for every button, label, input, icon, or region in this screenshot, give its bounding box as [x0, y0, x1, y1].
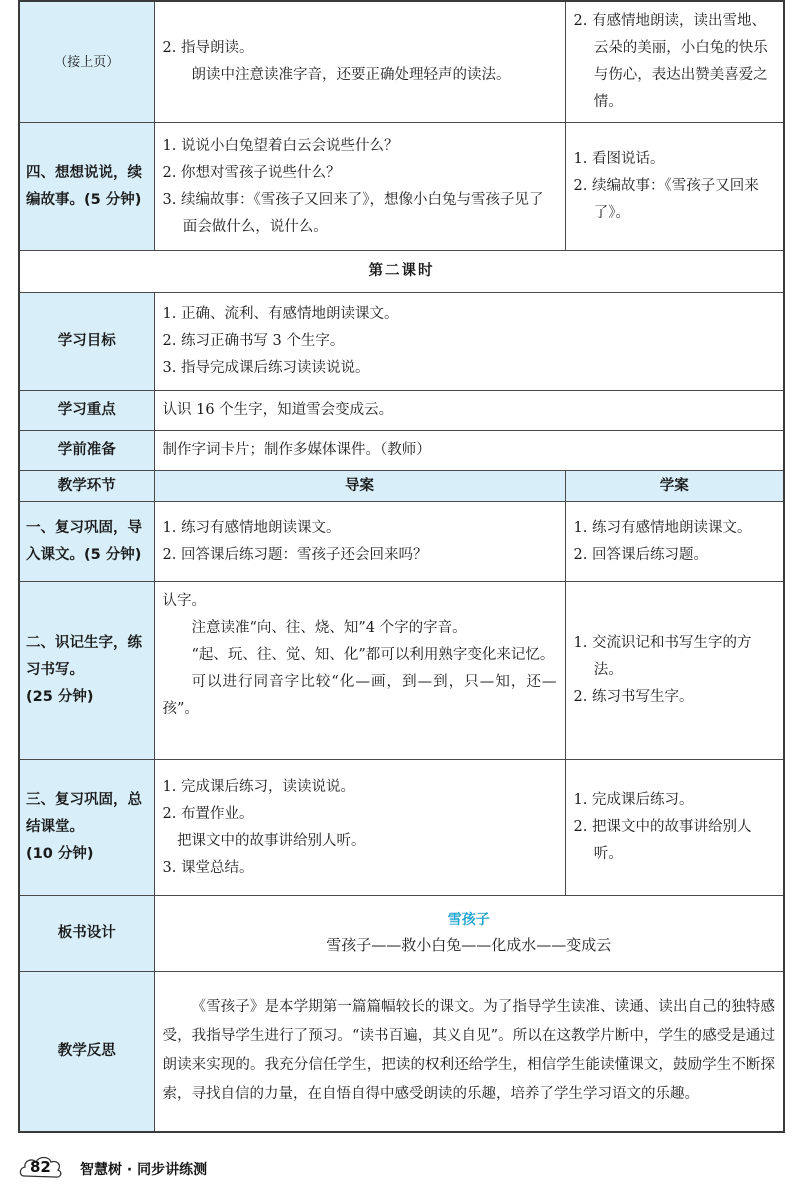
prep-text: 制作字词卡片；制作多媒体课件。（教师）: [154, 431, 784, 471]
step4-guide-item: 1. 说说小白兔望着白云会说些什么？: [162, 137, 399, 154]
header-guide: 导案: [154, 471, 565, 502]
goal-item: 3. 指导完成课后练习读读说说。: [162, 360, 370, 376]
step3-study-item: 1. 完成课后练习。: [573, 792, 694, 808]
header-study: 学案: [565, 471, 784, 502]
step3-time: (10 分钟): [26, 846, 94, 862]
continued-row: [19, 1, 784, 123]
step2-guide-lead: 认字。: [162, 593, 206, 609]
step3-study-cell: [565, 760, 784, 896]
step2-study-item: 1. 交流识记和书写生字的方法。: [573, 635, 752, 678]
focus-text: 认识 16 个生字，知道雪会变成云。: [154, 391, 784, 431]
board-label: 板书设计: [19, 896, 154, 972]
section-row: [19, 251, 784, 293]
book-brand: 智慧树 · 同步讲练测: [80, 1162, 208, 1178]
continued-label: （接上页）: [19, 1, 154, 123]
step2-guide-p3: 可以进行同音字比较“化—画，到—到，只—知，还—孩”。: [162, 674, 557, 717]
continued-study-item: 2. 有感情地朗读，读出雪地、云朵的美丽，小白兔的快乐与伤心，表达出赞美喜爱之情。: [573, 13, 768, 110]
step4-study-item: 2. 续编故事：《雪孩子又回来了》。: [573, 178, 759, 221]
step1-study-item: 2. 回答课后练习题。: [573, 546, 708, 563]
step1-guide-item: 2. 回答课后练习题：雪孩子还会回来吗？: [162, 546, 428, 563]
step3-label-cell: [19, 760, 154, 896]
focus-row: [19, 391, 784, 431]
step3-guide-item: 1. 完成课后练习，读读说说。: [162, 778, 355, 795]
prep-label: 学前准备: [19, 431, 154, 471]
reflection-text: 《雪孩子》是本学期第一篇篇幅较长的课文。为了指导学生读准、读通、读出自己的独特感受，我指导学生进行了预习。“读书百遍，其义自见”。所以在这教学片断中，学生的感受是通过朗读来实现的。我充分信任学生，把读的权利还给学生，相信学生能读懂课文，鼓励学生不断探索，寻找自信的力量，在自悟自得中感受朗读的乐趣，培养了学生学习语文的乐趣。: [162, 999, 775, 1103]
step3-guide-cell: [154, 760, 565, 896]
step1-row: [19, 502, 784, 582]
header-step: 教学环节: [19, 471, 154, 502]
reflection-cell: [154, 972, 784, 1132]
step2-time: (25 分钟): [26, 689, 94, 705]
board-line: 雪孩子——救小白兔——化成水——变成云: [326, 935, 612, 954]
goals-label: 学习目标: [19, 293, 154, 391]
step3-row: [19, 760, 784, 896]
goals-cell: [154, 293, 784, 391]
prep-row: [19, 431, 784, 471]
step2-study-item: 2. 练习书写生字。: [573, 689, 694, 705]
lesson-plan-page: [18, 0, 783, 1133]
goal-item: 1. 正确、流利、有感情地朗读课文。: [162, 306, 399, 322]
step1-study-item: 1. 练习有感情地朗读课文。: [573, 519, 752, 536]
board-row: [19, 896, 784, 972]
step3-guide-sub: 把课文中的故事讲给别人听。: [177, 832, 366, 849]
page-number: 82: [30, 1158, 51, 1176]
header-row: [19, 471, 784, 502]
step3-label: 三、复习巩固，总结课堂。: [26, 792, 142, 835]
lesson-plan-table: [18, 0, 785, 1133]
goal-item: 2. 练习正确书写 3 个生字。: [162, 333, 345, 349]
step3-guide-item: 2. 布置作业。: [162, 805, 254, 822]
step2-label-cell: [19, 582, 154, 760]
section-title: 第二课时: [19, 251, 784, 293]
step1-study-cell: [565, 502, 784, 582]
step3-guide-item: 3. 课堂总结。: [162, 859, 254, 876]
goals-row: [19, 293, 784, 391]
step2-study-cell: [565, 582, 784, 760]
reflection-label: 教学反思: [19, 972, 154, 1132]
step2-row: [19, 582, 784, 760]
step2-guide-p2: “起、玩、往、觉、知、化”都可以利用熟字变化来记忆。: [191, 647, 555, 663]
step4-guide-cell: [154, 123, 565, 251]
continued-study-cell: [565, 1, 784, 123]
step2-guide-cell: [154, 582, 565, 760]
step4-row: [19, 123, 784, 251]
step4-guide-item: 3. 续编故事：《雪孩子又回来了》，想像小白兔与雪孩子见了面会做什么，说什么。: [162, 191, 544, 235]
step4-study-item: 1. 看图说话。: [573, 151, 665, 167]
page-footer: [18, 1150, 418, 1184]
focus-label: 学习重点: [19, 391, 154, 431]
step3-study-item: 2. 把课文中的故事讲给别人听。: [573, 819, 752, 862]
step4-study-cell: [565, 123, 784, 251]
step1-label: 一、复习巩固，导入课文。(5 分钟): [19, 502, 154, 582]
reflection-row: [19, 972, 784, 1132]
step1-guide-item: 1. 练习有感情地朗读课文。: [162, 519, 341, 536]
step1-guide-cell: [154, 502, 565, 582]
step2-guide-p1: 注意读准“向、往、烧、知”4 个字的字音。: [191, 620, 467, 636]
board-title: 雪孩子: [447, 911, 490, 928]
step4-guide-item: 2. 你想对雪孩子说些什么？: [162, 164, 341, 181]
board-cell: [154, 896, 784, 972]
step4-label: 四、想想说说，续编故事。(5 分钟): [19, 123, 154, 251]
continued-guide-cell: [154, 1, 565, 123]
step2-label: 二、识记生字，练习书写。: [26, 635, 142, 678]
continued-guide-item: 2. 指导朗读。: [162, 40, 254, 56]
continued-guide-note: 朗读中注意读准字音，还要正确处理轻声的读法。: [191, 67, 511, 83]
